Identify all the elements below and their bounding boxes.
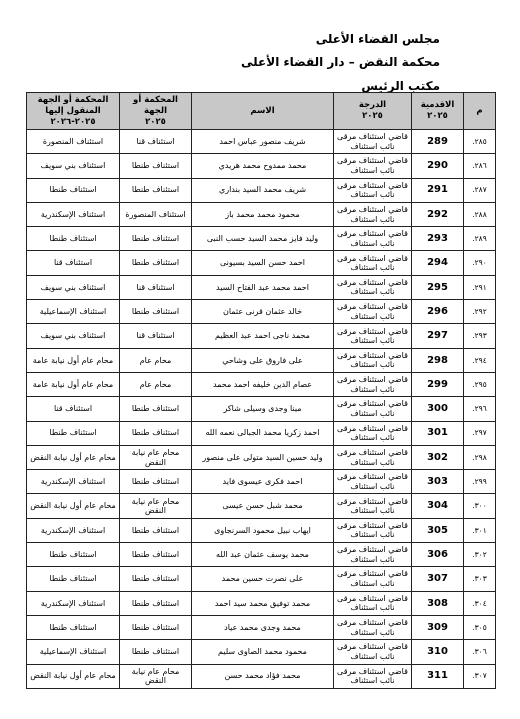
row-grade-line: قاضي استئناف مرقى	[337, 569, 408, 579]
col-header-seniority: الاقدمية ٢٠٢٥	[412, 93, 464, 130]
row-seniority: 303	[412, 470, 464, 494]
row-new-court-line: استئناف المنصورة	[42, 136, 104, 146]
row-grade	[334, 591, 412, 615]
row-grade-line: قاضي استئناف مرقى	[337, 472, 408, 482]
row-new-court-line: استئناف الإسكندرية	[40, 598, 106, 608]
row-new-court	[27, 591, 120, 615]
table-row	[27, 470, 496, 494]
row-court-line: استئناف طنطا	[131, 525, 180, 535]
row-new-court-line: استئناف الإسماعيلية	[39, 647, 107, 657]
row-number: ٣٠٧.	[464, 664, 496, 688]
row-court	[120, 518, 192, 542]
row-grade-line: نائب استئناف	[350, 603, 395, 613]
table-row	[27, 567, 496, 591]
row-number: ٢٨٩.	[464, 227, 496, 251]
row-court-line: استئناف طنطا	[131, 477, 180, 487]
row-court	[120, 543, 192, 567]
row-name: محمود محمد الصاوى سليم	[192, 640, 334, 664]
row-court	[120, 494, 192, 518]
row-name: محمد ناجى احمد عبد العظيم	[192, 324, 334, 348]
table-row	[27, 251, 496, 275]
row-name: وليد حسين السيد متولى على منصور	[192, 445, 334, 469]
row-grade-line: قاضي استئناف مرقى	[337, 642, 408, 652]
row-new-court	[27, 664, 120, 688]
row-grade-line: نائب استئناف	[350, 554, 395, 564]
row-number: ٣٠٤.	[464, 591, 496, 615]
row-new-court-line: استئناف الإسكندرية	[40, 209, 106, 219]
row-new-court-line: استئناف طنطا	[49, 574, 97, 584]
row-grade	[334, 178, 412, 202]
row-grade-line: نائب استئناف	[350, 481, 395, 491]
row-number: ٣٠٢.	[464, 543, 496, 567]
row-new-court-line: استئناف بني سويف	[40, 331, 106, 341]
row-court-line: محام عام	[139, 355, 172, 365]
row-grade-line: نائب استئناف	[350, 311, 395, 321]
row-grade-line: نائب استئناف	[350, 433, 395, 443]
row-grade	[334, 348, 412, 372]
row-grade-line: نائب استئناف	[350, 384, 395, 394]
row-court-line: استئناف قنا	[136, 136, 175, 146]
row-new-court-line: استئناف الإسكندرية	[40, 525, 106, 535]
row-court-line: استئناف طنطا	[131, 622, 180, 632]
row-name: على فاروق على وشاحي	[192, 348, 334, 372]
row-grade-line: قاضي استئناف مرقى	[337, 326, 408, 336]
row-name: شريف محمد السيد بنداري	[192, 178, 334, 202]
row-grade	[334, 615, 412, 639]
row-grade	[334, 421, 412, 445]
row-court-line: النقض	[145, 676, 166, 686]
row-name: احمد زكريا محمد الجبالى نعمه الله	[192, 421, 334, 445]
row-grade-line: نائب استئناف	[350, 238, 395, 248]
row-grade-line: قاضي استئناف مرقى	[337, 448, 408, 457]
row-court-line: استئناف طنطا	[131, 161, 180, 171]
row-new-court-line: استئناف طنطا	[49, 622, 97, 632]
row-court-line: محام عام	[139, 379, 172, 389]
row-new-court	[27, 615, 120, 639]
table-row	[27, 324, 496, 348]
row-court-line: النقض	[145, 457, 166, 467]
row-court-line: استئناف طنطا	[131, 574, 180, 584]
row-seniority: 308	[412, 591, 464, 615]
row-seniority: 296	[412, 300, 464, 324]
row-grade-line: قاضي استئناف مرقى	[337, 666, 408, 676]
row-grade-line: قاضي استئناف مرقى	[337, 593, 408, 603]
row-grade	[334, 202, 412, 226]
row-new-court	[27, 397, 120, 421]
row-new-court	[27, 470, 120, 494]
row-new-court	[27, 154, 120, 178]
row-grade	[334, 543, 412, 567]
row-name: مينا وجدى وسيلى شاكر	[192, 397, 334, 421]
row-seniority: 307	[412, 567, 464, 591]
row-new-court	[27, 202, 120, 226]
row-name: محمد توفيق محمد سيد احمد	[192, 591, 334, 615]
row-new-court	[27, 640, 120, 664]
row-grade-line: نائب استئناف	[350, 676, 395, 686]
row-number: ٢٩٨.	[464, 445, 496, 469]
row-court	[120, 130, 192, 154]
row-grade-line: نائب استئناف	[350, 336, 395, 346]
row-seniority: 293	[412, 227, 464, 251]
row-grade	[334, 251, 412, 275]
row-seniority: 305	[412, 518, 464, 542]
row-new-court	[27, 130, 120, 154]
row-new-court-line: استئناف الإسكندرية	[40, 477, 106, 487]
row-number: ٢٩٢.	[464, 300, 496, 324]
row-grade-line: نائب استئناف	[350, 190, 395, 200]
row-court	[120, 372, 192, 396]
row-new-court-line: محام عام أول نيابة عامة	[32, 379, 114, 389]
row-number: ٢٨٦.	[464, 154, 496, 178]
row-grade	[334, 445, 412, 469]
col-header-name: الاسم	[192, 93, 334, 130]
row-number: ٢٨٨.	[464, 202, 496, 226]
row-court-line: استئناف طنطا	[131, 306, 180, 316]
row-grade	[334, 324, 412, 348]
row-court	[120, 470, 192, 494]
row-grade-line: نائب استئناف	[350, 530, 395, 540]
row-new-court	[27, 324, 120, 348]
row-new-court-line: محام عام أول نيابة النقض	[30, 452, 116, 462]
row-court-line: محام عام نيابة	[131, 666, 180, 676]
row-grade	[334, 130, 412, 154]
row-court	[120, 251, 192, 275]
row-new-court-line: استئناف طنطا	[49, 185, 97, 195]
row-grade-line: قاضي استئناف مرقى	[337, 520, 408, 530]
row-new-court-line: محام عام أول نيابة النقض	[30, 501, 116, 511]
row-name: احمد حسن السيد بسيونى	[192, 251, 334, 275]
row-court	[120, 202, 192, 226]
row-grade-line: قاضي استئناف مرقى	[337, 205, 408, 215]
row-seniority: 304	[412, 494, 464, 518]
row-number: ٣٠١.	[464, 518, 496, 542]
row-number: ٢٩٩.	[464, 470, 496, 494]
row-number: ٢٩٧.	[464, 421, 496, 445]
row-new-court-line: استئناف بني سويف	[40, 161, 106, 171]
row-seniority: 298	[412, 348, 464, 372]
table-row	[27, 227, 496, 251]
row-grade-line: نائب استئناف	[350, 651, 395, 661]
row-seniority: 299	[412, 372, 464, 396]
row-grade-line: قاضي استئناف مرقى	[337, 132, 408, 142]
row-court-line: استئناف قنا	[136, 282, 175, 292]
row-grade-line: قاضي استئناف مرقى	[337, 375, 408, 385]
row-grade	[334, 518, 412, 542]
row-new-court-line: استئناف قنا	[53, 258, 93, 268]
table-row	[27, 397, 496, 421]
row-grade-line: نائب استئناف	[350, 141, 395, 151]
table-row	[27, 445, 496, 469]
row-court	[120, 397, 192, 421]
row-court-line: استئناف المنصورة	[125, 209, 186, 219]
col-header-new-court: المحكمة أو الجهة المنقول إليها ٢٠٢٥-٢٠٢٦	[27, 93, 120, 130]
row-seniority: 295	[412, 275, 464, 299]
row-grade	[334, 494, 412, 518]
row-grade	[334, 154, 412, 178]
row-court	[120, 300, 192, 324]
table-row	[27, 494, 496, 518]
row-grade	[334, 664, 412, 688]
row-grade-line: نائب استئناف	[350, 457, 395, 467]
row-new-court	[27, 567, 120, 591]
row-court	[120, 445, 192, 469]
row-grade-line: نائب استئناف	[350, 578, 395, 588]
row-number: ٣٠٦.	[464, 640, 496, 664]
judges-table	[26, 92, 496, 689]
row-court	[120, 348, 192, 372]
row-name: وليد فايز محمد السيد حسب النبى	[192, 227, 334, 251]
row-seniority: 291	[412, 178, 464, 202]
row-court-line: استئناف قنا	[136, 331, 175, 341]
row-new-court	[27, 178, 120, 202]
row-new-court-line: استئناف قنا	[53, 404, 93, 414]
row-name: محمد يوسف عثمان عبد الله	[192, 543, 334, 567]
row-new-court-line: استئناف طنطا	[49, 428, 97, 438]
row-new-court	[27, 543, 120, 567]
row-grade-line: قاضي استئناف مرقى	[337, 253, 408, 263]
row-number: ٣٠٠.	[464, 494, 496, 518]
row-court-line: استئناف طنطا	[131, 234, 180, 244]
table-row	[27, 154, 496, 178]
table-row	[27, 300, 496, 324]
row-court-line: استئناف طنطا	[131, 404, 180, 414]
row-grade	[334, 300, 412, 324]
row-name: شريف منصور عباس احمد	[192, 130, 334, 154]
row-grade-line: قاضي استئناف مرقى	[337, 399, 408, 409]
row-seniority: 306	[412, 543, 464, 567]
row-court-line: استئناف طنطا	[131, 428, 180, 438]
row-name: محمد شبل حسن عيسى	[192, 494, 334, 518]
row-seniority: 297	[412, 324, 464, 348]
row-grade	[334, 227, 412, 251]
row-number: ٢٩٥.	[464, 372, 496, 396]
row-grade-line: نائب استئناف	[350, 287, 395, 297]
row-seniority: 294	[412, 251, 464, 275]
row-court	[120, 615, 192, 639]
row-new-court	[27, 348, 120, 372]
row-seniority: 292	[412, 202, 464, 226]
table-row	[27, 372, 496, 396]
row-grade	[334, 275, 412, 299]
row-grade-line: نائب استئناف	[350, 263, 395, 273]
row-seniority: 301	[412, 421, 464, 445]
row-grade	[334, 567, 412, 591]
table-row	[27, 421, 496, 445]
court-title: محكمة النقض – دار القضاء الأعلى	[241, 55, 440, 69]
row-court-line: استئناف طنطا	[131, 598, 180, 608]
row-grade-line: قاضي استئناف مرقى	[337, 302, 408, 312]
row-new-court-line: استئناف الإسماعيلية	[39, 306, 107, 316]
row-name: خالد عثمان قرنى عثمان	[192, 300, 334, 324]
row-name: على نصرت حسين محمد	[192, 567, 334, 591]
row-grade-line: قاضي استئناف مرقى	[337, 423, 408, 433]
row-name: محمد ممدوح محمد هريدي	[192, 154, 334, 178]
row-grade	[334, 372, 412, 396]
row-new-court	[27, 227, 120, 251]
table-row	[27, 543, 496, 567]
row-grade-line: قاضي استئناف مرقى	[337, 350, 408, 360]
row-new-court	[27, 494, 120, 518]
row-new-court	[27, 275, 120, 299]
row-grade-line: نائب استئناف	[350, 408, 395, 418]
row-new-court-line: محام عام أول نيابة النقض	[30, 671, 116, 681]
row-court	[120, 591, 192, 615]
row-grade-line: نائب استئناف	[350, 360, 395, 370]
col-header-num: م	[464, 93, 496, 130]
row-grade-line: قاضي استئناف مرقى	[337, 180, 408, 190]
row-number: ٢٩٦.	[464, 397, 496, 421]
row-grade-line: نائب استئناف	[350, 506, 395, 516]
table-row	[27, 275, 496, 299]
row-court-line: النقض	[145, 506, 166, 516]
row-court	[120, 275, 192, 299]
row-new-court	[27, 445, 120, 469]
table-row	[27, 518, 496, 542]
table-row	[27, 640, 496, 664]
row-grade-line: قاضي استئناف مرقى	[337, 156, 408, 166]
office-title: مكتب الرئيس	[361, 79, 440, 93]
row-court	[120, 227, 192, 251]
row-court	[120, 178, 192, 202]
row-new-court	[27, 518, 120, 542]
row-number: ٢٨٥.	[464, 130, 496, 154]
table-row	[27, 130, 496, 154]
row-court-line: استئناف طنطا	[131, 549, 180, 559]
row-new-court	[27, 372, 120, 396]
row-number: ٢٩١.	[464, 275, 496, 299]
row-number: ٣٠٥.	[464, 615, 496, 639]
row-number: ٣٠٣.	[464, 567, 496, 591]
row-court-line: استئناف طنطا	[131, 258, 180, 268]
row-grade	[334, 640, 412, 664]
row-grade-line: قاضي استئناف مرقى	[337, 496, 408, 506]
row-name: محمود محمد محمد باز	[192, 202, 334, 226]
row-new-court-line: استئناف طنطا	[49, 549, 97, 559]
row-number: ٢٩٠.	[464, 251, 496, 275]
row-grade-line: نائب استئناف	[350, 627, 395, 637]
row-grade-line: قاضي استئناف مرقى	[337, 618, 408, 628]
row-new-court	[27, 300, 120, 324]
row-seniority: 289	[412, 130, 464, 154]
row-court-line: استئناف طنطا	[131, 185, 180, 195]
row-grade	[334, 397, 412, 421]
row-grade-line: نائب استئناف	[350, 165, 395, 175]
row-court	[120, 324, 192, 348]
row-number: ٢٩٤.	[464, 348, 496, 372]
col-header-court: المحكمة أو الجهة ٢٠٢٥	[120, 93, 192, 130]
row-court	[120, 640, 192, 664]
row-seniority: 309	[412, 615, 464, 639]
row-grade-line: قاضي استئناف مرقى	[337, 545, 408, 555]
row-name: احمد محمد عبد الفتاح السيد	[192, 275, 334, 299]
table-row	[27, 348, 496, 372]
table-row	[27, 615, 496, 639]
row-court	[120, 154, 192, 178]
row-seniority: 290	[412, 154, 464, 178]
row-seniority: 302	[412, 445, 464, 469]
table-row	[27, 591, 496, 615]
row-number: ٢٩٣.	[464, 324, 496, 348]
row-seniority: 310	[412, 640, 464, 664]
row-name: محمد فؤاد محمد حسن	[192, 664, 334, 688]
row-name: احمد فكرى عيسوى فايد	[192, 470, 334, 494]
row-court	[120, 664, 192, 688]
row-name: محمد وجدى محمد عياد	[192, 615, 334, 639]
row-new-court	[27, 251, 120, 275]
col-header-grade: الدرجة ٢٠٢٥	[334, 93, 412, 130]
row-grade	[334, 470, 412, 494]
row-court	[120, 567, 192, 591]
table-row	[27, 664, 496, 688]
row-grade-line: قاضي استئناف مرقى	[337, 277, 408, 287]
row-court-line: محام عام نيابة	[131, 496, 180, 506]
row-name: ايهاب نبيل محمود السرنجاوى	[192, 518, 334, 542]
row-name: عصام الدين خليفه احمد محمد	[192, 372, 334, 396]
table-row	[27, 178, 496, 202]
row-court-line: محام عام نيابة	[131, 448, 180, 457]
row-new-court-line: استئناف طنطا	[49, 234, 97, 244]
row-court-line: استئناف طنطا	[131, 647, 180, 657]
row-number: ٢٨٧.	[464, 178, 496, 202]
table-header-row	[27, 93, 496, 130]
row-seniority: 311	[412, 664, 464, 688]
row-grade-line: قاضي استئناف مرقى	[337, 229, 408, 239]
row-new-court-line: استئناف بني سويف	[40, 282, 106, 292]
row-grade-line: نائب استئناف	[350, 214, 395, 224]
row-seniority: 300	[412, 397, 464, 421]
row-court	[120, 421, 192, 445]
table-row	[27, 202, 496, 226]
council-title: مجلس القضاء الأعلى	[315, 32, 440, 46]
row-new-court	[27, 421, 120, 445]
row-new-court-line: محام عام أول نيابة عامة	[32, 355, 114, 365]
